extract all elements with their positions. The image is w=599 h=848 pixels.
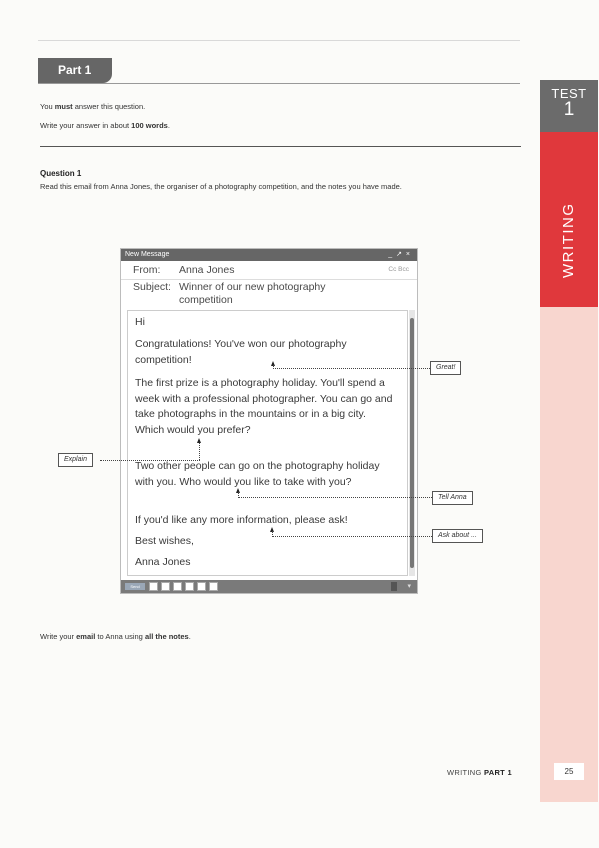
- test-label: TEST: [551, 86, 587, 101]
- subject-line-1: Winner of our new photography: [179, 281, 326, 293]
- chevron-down-icon[interactable]: ▾: [407, 583, 411, 590]
- note-explain-leader: [100, 460, 200, 461]
- cc-bcc-links[interactable]: Cc Bcc: [388, 266, 409, 273]
- part-rule: [38, 83, 520, 84]
- send-button[interactable]: Send: [125, 583, 145, 590]
- note-ask-about: Ask about ...: [432, 529, 483, 543]
- writing-tab: [540, 132, 598, 307]
- part-heading: Part 1: [38, 58, 112, 83]
- note-explain-arrow-icon: [197, 438, 201, 443]
- from-value: Anna Jones: [179, 264, 235, 276]
- subject-line-2: competition: [179, 294, 233, 306]
- instruction-line-2: Write your answer in about 100 words.: [40, 121, 170, 130]
- email-toolbar: [121, 580, 417, 593]
- footer-section: WRITING: [447, 768, 482, 777]
- email-greeting: Hi: [135, 316, 145, 328]
- question-title: Question 1: [40, 169, 82, 178]
- link-icon[interactable]: [173, 582, 182, 591]
- note-ask-about-leader: [272, 536, 432, 537]
- subject-row: [133, 281, 326, 307]
- footer-part: PART 1: [484, 768, 512, 777]
- instruction-line-1: You must answer this question.: [40, 102, 146, 111]
- task-instruction: Write your email to Anna using all the notes.: [40, 632, 191, 641]
- email-window: [120, 248, 418, 594]
- from-row: [133, 264, 234, 276]
- writing-label: WRITING: [560, 202, 577, 278]
- note-great-leader: [273, 368, 430, 369]
- attach-icon[interactable]: [161, 582, 170, 591]
- note-tell-anna-leader: [238, 497, 432, 498]
- email-signoff: Best wishes,: [135, 535, 194, 547]
- email-paragraph-1: Congratulations! You've won our photography competition!: [135, 338, 347, 366]
- header-separator: [121, 279, 417, 280]
- from-label: From:: [133, 264, 161, 276]
- question-text: Read this email from Anna Jones, the organiser of a photography competition, and the notes you have made.: [40, 182, 402, 191]
- note-great: Great!: [430, 361, 461, 375]
- page-number: 25: [554, 763, 584, 780]
- subject-label: Subject:: [133, 281, 171, 293]
- emoji-icon[interactable]: [185, 582, 194, 591]
- note-tell-anna: Tell Anna: [432, 491, 473, 505]
- section-divider: [40, 146, 521, 147]
- top-rule: [38, 40, 520, 41]
- format-icon[interactable]: [149, 582, 158, 591]
- email-paragraph-4: If you'd like any more information, please ask!: [135, 514, 348, 526]
- email-paragraph-2: The first prize is a photography holiday. You'll spend a week with a professional photographer. You can go and take photographs in the mountains or in a big city. Which would you prefer?: [135, 377, 393, 436]
- more-icon[interactable]: [209, 582, 218, 591]
- page-footer: [447, 768, 512, 777]
- email-signature: Anna Jones: [135, 556, 191, 568]
- note-explain: Explain: [58, 453, 93, 467]
- test-number: 1: [563, 99, 575, 120]
- side-band: [540, 307, 598, 802]
- email-titlebar: [121, 249, 417, 261]
- window-controls-icon[interactable]: _ ↗ ×: [388, 251, 411, 258]
- scrollbar-thumb[interactable]: [410, 318, 414, 568]
- test-tab: [540, 80, 598, 132]
- email-paragraph-3: Two other people can go on the photography holiday with you. Who would you like to take with you?: [135, 460, 380, 488]
- note-explain-leader-v: [199, 442, 200, 460]
- email-window-title: New Message: [125, 251, 170, 258]
- image-icon[interactable]: [197, 582, 206, 591]
- trash-icon[interactable]: [391, 582, 397, 591]
